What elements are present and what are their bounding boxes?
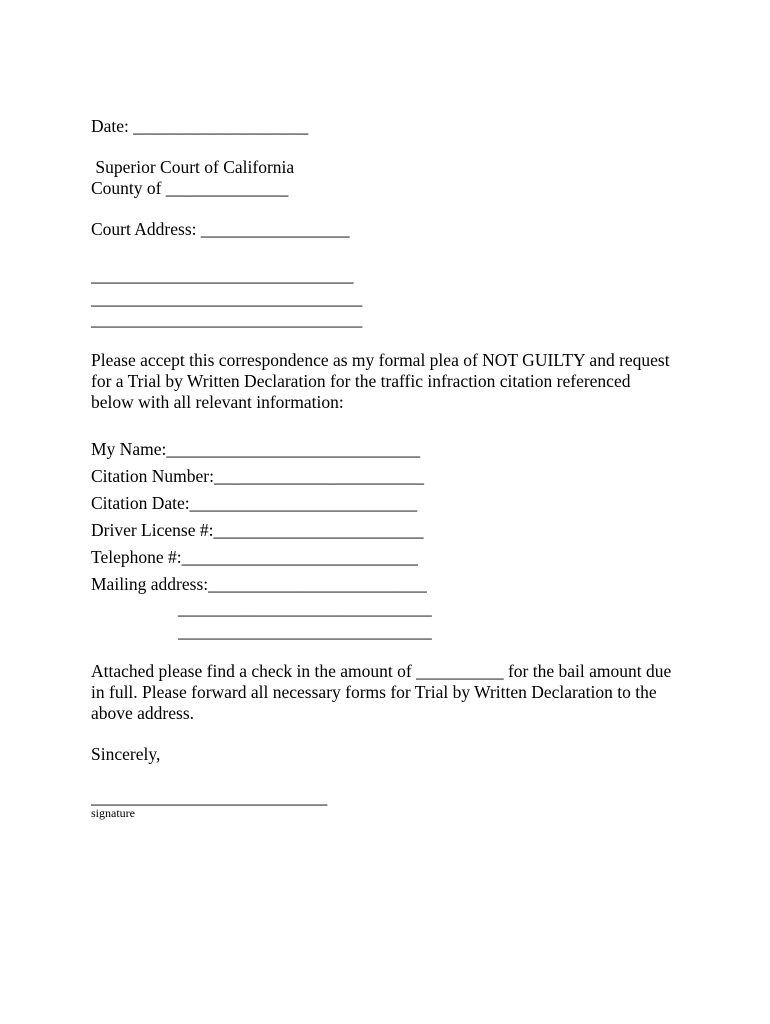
county-line: County of ______________ (91, 178, 289, 198)
address-blank-1: ______________________________ (91, 265, 354, 285)
signature-label: signature (91, 806, 135, 820)
signature-line: ___________________________ (91, 787, 328, 807)
field-driver-license: Driver License #:________________________ (91, 520, 424, 540)
address-blank-2: _______________________________ (91, 288, 363, 308)
field-citation-date: Citation Date:__________________________ (91, 493, 418, 513)
mailing-address-blank-1: _____________________________ (178, 598, 432, 618)
field-my-name: My Name:_____________________________ (91, 439, 421, 459)
intro-paragraph-line-1: Please accept this correspondence as my formal plea of NOT GUILTY and request (91, 350, 670, 370)
court-name: Superior Court of California (91, 157, 295, 177)
court-address-line: Court Address: _________________ (91, 219, 350, 239)
closing-paragraph-line-2: in full. Please forward all necessary forms for Trial by Written Declaration to the (91, 682, 657, 702)
intro-paragraph-line-3: below with all relevant information: (91, 392, 344, 412)
sign-off: Sincerely, (91, 744, 161, 764)
field-citation-number: Citation Number:________________________ (91, 466, 424, 486)
field-mailing-address: Mailing address:_________________________ (91, 574, 427, 594)
closing-paragraph-line-1: Attached please find a check in the amount of __________ for the bail amount due (91, 661, 672, 681)
intro-paragraph-line-2: for a Trial by Written Declaration for the traffic infraction citation referenced (91, 371, 631, 391)
field-telephone: Telephone #:___________________________ (91, 547, 418, 567)
mailing-address-blank-2: _____________________________ (178, 621, 432, 641)
closing-paragraph-line-3: above address. (91, 703, 195, 723)
address-blank-3: _______________________________ (91, 309, 363, 329)
date-line: Date: ____________________ (91, 116, 309, 136)
